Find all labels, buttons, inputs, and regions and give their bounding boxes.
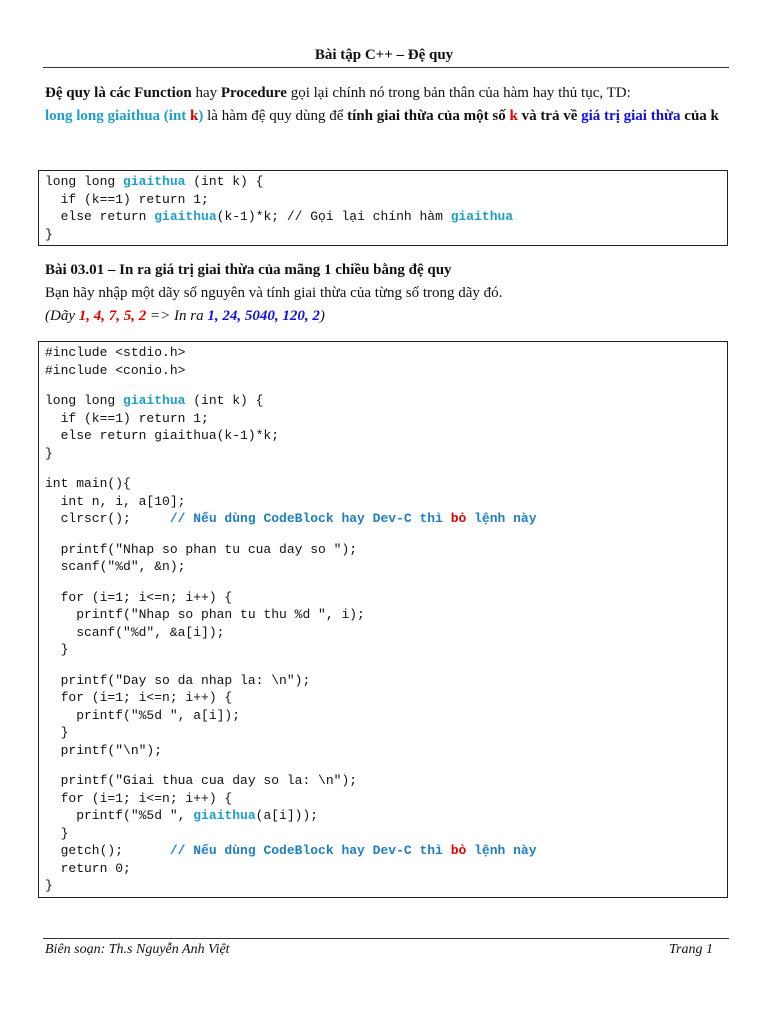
code-line: } (45, 226, 53, 242)
code-block-2 (38, 341, 728, 898)
intro-procedure: Procedure (220, 85, 287, 101)
code-line: int main(){ (45, 476, 131, 491)
code-comment: // Nếu dùng CodeBlock hay Dev-C thì (169, 511, 451, 526)
intro-text-bold: của k (680, 108, 719, 124)
intro-text-bold: tính giai thừa của một số (347, 108, 510, 124)
intro-return-value: giá trị giai thừa (581, 108, 681, 124)
code-blank-line (45, 759, 721, 772)
code-line: printf("Nhap so phan tu cua day so "); (45, 541, 358, 557)
code-text: (a[i])); (255, 808, 319, 823)
code-text: else return (45, 209, 155, 224)
code-text: printf("%5d ", (45, 808, 194, 823)
code-line: for (i=1; i<=n; i++) { (45, 790, 233, 806)
code-line: printf("Nhap so phan tu thu %d ", i); (45, 607, 365, 622)
code-line: } (45, 642, 69, 657)
code-blank-line (45, 379, 721, 392)
code-line: #include <stdio.h> (45, 345, 186, 360)
code-line (45, 807, 721, 825)
code-text: (k-1)*k; // Gọi lại chính hàm (216, 209, 451, 224)
code-line: } (45, 878, 53, 893)
code-line (45, 173, 721, 191)
intro-signature: long long giaithua (int (45, 108, 191, 124)
code-line: } (45, 445, 53, 461)
function-name: giaithua (154, 209, 217, 224)
exercise-example (45, 308, 325, 325)
code-line: return 0; (45, 860, 131, 876)
code-text: clrscr(); (45, 511, 170, 526)
code-blank-line (45, 576, 721, 589)
code-text: (int k) { (185, 174, 264, 189)
intro-k: k (190, 108, 199, 124)
code-line: } (45, 825, 69, 841)
code-line: printf("\n"); (45, 742, 163, 758)
code-blank-line (45, 659, 721, 672)
code-line: printf("%5d ", a[i]); (45, 707, 241, 723)
example-output: 1, 24, 5040, 120, 2 (207, 308, 320, 324)
code-block-1 (38, 170, 728, 246)
code-blank-line (45, 462, 721, 475)
code-text: getch(); (45, 843, 170, 858)
code-line: #include <conio.h> (45, 362, 186, 378)
code-line: scanf("%d", &n); (45, 559, 186, 574)
code-line (45, 510, 721, 528)
code-text: long long (45, 174, 124, 189)
code-comment: // Nếu dùng CodeBlock hay Dev-C thì (169, 843, 451, 858)
function-name: giaithua (450, 209, 514, 224)
code-comment: lệnh này (466, 843, 537, 858)
code-line (45, 392, 721, 410)
example-text: ) (319, 308, 325, 324)
code-line: int n, i, a[10]; (45, 493, 186, 509)
function-name: giaithua (123, 393, 186, 408)
code-line: for (i=1; i<=n; i++) { (45, 690, 233, 705)
code-comment-highlight: bỏ (450, 843, 467, 858)
function-name: giaithua (123, 174, 186, 189)
code-text: (int k) { (185, 393, 264, 408)
function-name: giaithua (193, 808, 256, 823)
code-line (45, 842, 721, 860)
intro-text: là hàm đệ quy dùng để (203, 108, 348, 124)
code-blank-line (45, 528, 721, 541)
code-comment-highlight: bỏ (450, 511, 467, 526)
code-line (45, 208, 721, 226)
code-line: printf("Day so da nhap la: \n"); (45, 672, 311, 688)
footer-divider (43, 938, 729, 939)
intro-text: gọi lại chính nó trong bản thân của hàm hay thủ tục, TD: (286, 85, 631, 101)
header-divider (43, 67, 729, 68)
code-line: printf("Giai thua cua day so la: \n"); (45, 773, 358, 788)
code-comment: lệnh này (466, 511, 537, 526)
example-input: 1, 4, 7, 5, 2 (78, 308, 147, 324)
intro-line-2 (45, 105, 730, 128)
exercise-description: Bạn hãy nhập một dãy số nguyên và tính giai thừa của từng số trong dãy đó. (45, 285, 503, 301)
intro-k: k (509, 108, 518, 124)
code-line: scanf("%d", &a[i]); (45, 624, 225, 640)
code-line: for (i=1; i<=n; i++) { (45, 589, 233, 605)
footer-page-number: Trang 1 (669, 942, 713, 957)
footer-author: Biên soạn: Th.s Nguyễn Anh Việt (45, 942, 230, 957)
intro-text: Đệ quy là các (45, 85, 135, 101)
code-line: if (k==1) return 1; (45, 410, 209, 426)
intro-function: Function (134, 85, 192, 101)
code-line: if (k==1) return 1; (45, 191, 209, 207)
example-text: (Dãy (45, 308, 79, 324)
example-text: => In ra (146, 308, 208, 324)
intro-text-bold: và trả về (517, 108, 582, 124)
exercise-title: Bài 03.01 – In ra giá trị giai thừa của mãng 1 chiều bằng đệ quy (45, 262, 452, 278)
code-line: else return giaithua(k-1)*k; (45, 428, 280, 443)
intro-paragraph (45, 82, 730, 128)
intro-text: hay (191, 85, 221, 101)
code-line: } (45, 725, 69, 740)
intro-signature-close: ) (198, 108, 204, 124)
intro-line-1 (45, 82, 730, 105)
code-text: long long (45, 393, 124, 408)
page-title: Bài tập C++ – Đệ quy (314, 47, 454, 63)
